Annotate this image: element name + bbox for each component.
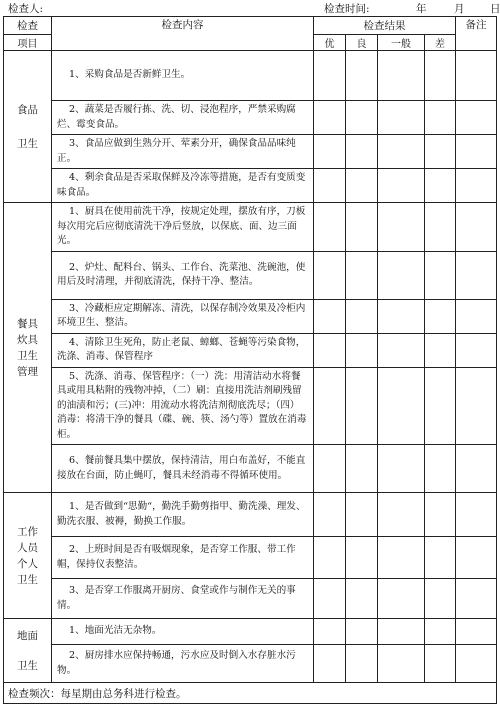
grade-excellent: 优 bbox=[314, 35, 346, 51]
inspection-time-label: 检查时间: bbox=[324, 3, 370, 15]
result-cell[interactable] bbox=[378, 51, 425, 101]
result-cell[interactable] bbox=[425, 299, 456, 333]
result-cell[interactable] bbox=[425, 135, 456, 169]
inspection-table bbox=[3, 16, 497, 704]
result-cell[interactable] bbox=[378, 493, 425, 537]
result-cell[interactable] bbox=[425, 445, 456, 493]
remark-cell[interactable] bbox=[456, 367, 497, 445]
result-cell[interactable] bbox=[378, 333, 425, 367]
result-cell[interactable] bbox=[346, 135, 378, 169]
category-utensil-hygiene: 餐具 炊具 卫生 管理 bbox=[4, 203, 52, 493]
year-label: 年 bbox=[416, 3, 427, 15]
result-cell[interactable] bbox=[425, 203, 456, 252]
result-cell[interactable] bbox=[425, 51, 456, 101]
check-item: 2、上班时间是否有吸烟现象，是否穿工作服、带工作帽，保持仪表整洁。 bbox=[52, 537, 314, 579]
remark-cell[interactable] bbox=[456, 493, 497, 537]
result-cell[interactable] bbox=[425, 645, 456, 683]
table-row bbox=[4, 101, 497, 135]
result-cell[interactable] bbox=[314, 251, 346, 299]
table-row bbox=[4, 251, 497, 299]
result-cell[interactable] bbox=[314, 299, 346, 333]
inspection-frequency-note: 检查频次：每星期由总务科进行检查。 bbox=[4, 683, 497, 704]
result-cell[interactable] bbox=[378, 169, 425, 203]
check-item: 2、厨房排水应保持畅通，污水应及时倒入水存脏水污物。 bbox=[52, 645, 314, 683]
table-row bbox=[4, 645, 497, 683]
table-row bbox=[4, 135, 497, 169]
check-item: 1、地面光洁无杂物。 bbox=[52, 619, 314, 645]
remark-column-header: 备注 bbox=[456, 17, 497, 51]
table-row bbox=[4, 619, 497, 645]
item-column-header-2: 项目 bbox=[4, 35, 52, 51]
remark-cell[interactable] bbox=[456, 135, 497, 169]
result-cell[interactable] bbox=[346, 203, 378, 252]
result-cell[interactable] bbox=[378, 135, 425, 169]
result-cell[interactable] bbox=[346, 333, 378, 367]
result-cell[interactable] bbox=[314, 135, 346, 169]
remark-cell[interactable] bbox=[456, 579, 497, 619]
result-cell[interactable] bbox=[346, 101, 378, 135]
table-row bbox=[4, 493, 497, 537]
grade-good: 良 bbox=[346, 35, 378, 51]
result-cell[interactable] bbox=[425, 537, 456, 579]
form-header-line bbox=[6, 2, 500, 16]
day-label: 日 bbox=[490, 3, 500, 15]
month-label: 月 bbox=[454, 3, 465, 15]
remark-cell[interactable] bbox=[456, 251, 497, 299]
remark-cell[interactable] bbox=[456, 299, 497, 333]
result-cell[interactable] bbox=[378, 645, 425, 683]
result-cell[interactable] bbox=[378, 101, 425, 135]
result-cell[interactable] bbox=[314, 333, 346, 367]
category-staff-hygiene: 工作 人员 个人 卫生 bbox=[4, 493, 52, 619]
result-cell[interactable] bbox=[378, 367, 425, 445]
result-cell[interactable] bbox=[425, 619, 456, 645]
check-item: 3、是否穿工作服离开厨房、食堂或作与制作无关的事情。 bbox=[52, 579, 314, 619]
remark-cell[interactable] bbox=[456, 333, 497, 367]
grade-average: 一般 bbox=[378, 35, 425, 51]
check-item: 4、清除卫生死角，防止老鼠、蟑螂、苍蝇等污染食物，洗涤、消毒、保管程序 bbox=[52, 333, 314, 367]
result-cell[interactable] bbox=[314, 51, 346, 101]
table-row bbox=[4, 169, 497, 203]
result-cell[interactable] bbox=[346, 619, 378, 645]
result-cell[interactable] bbox=[425, 251, 456, 299]
table-row bbox=[4, 537, 497, 579]
check-item: 1、采购食品是否新鲜卫生。 bbox=[52, 51, 314, 101]
table-row bbox=[4, 51, 497, 101]
result-cell[interactable] bbox=[425, 101, 456, 135]
result-cell[interactable] bbox=[425, 493, 456, 537]
result-cell[interactable] bbox=[425, 367, 456, 445]
result-cell[interactable] bbox=[346, 169, 378, 203]
check-item: 6、餐前餐具集中摆放，保持清洁，用白布盖好，不能直接放在台面，防止蝇叮，餐具未经消毒不得循环使用。 bbox=[52, 445, 314, 493]
result-cell[interactable] bbox=[314, 367, 346, 445]
result-cell[interactable] bbox=[378, 299, 425, 333]
result-cell[interactable] bbox=[378, 251, 425, 299]
result-cell[interactable] bbox=[346, 493, 378, 537]
category-floor-hygiene: 地面 卫生 bbox=[4, 619, 52, 683]
check-item: 4、剩余食品是否采取保鲜及冷冻等措施，是否有变质变味食品。 bbox=[52, 169, 314, 203]
result-cell[interactable] bbox=[378, 537, 425, 579]
result-cell[interactable] bbox=[314, 445, 346, 493]
remark-cell[interactable] bbox=[456, 537, 497, 579]
result-cell[interactable] bbox=[346, 51, 378, 101]
result-cell[interactable] bbox=[425, 169, 456, 203]
check-item: 5、洗涤、消毒、保管程序：（一）洗：用清洁动水将餐具或用具粘附的残物冲掉，（二）刷：直接用洗洁剂刷残留的油渍和污；(三)冲：用流动水将洗洁剂彻底洗尽；（四）消毒：将清干净的餐具（碟、碗、筷、汤勺等）置放在消毒柜。 bbox=[52, 367, 314, 445]
table-row bbox=[4, 299, 497, 333]
result-cell[interactable] bbox=[378, 203, 425, 252]
result-cell[interactable] bbox=[314, 169, 346, 203]
result-cell[interactable] bbox=[425, 579, 456, 619]
table-row bbox=[4, 579, 497, 619]
remark-cell[interactable] bbox=[456, 619, 497, 645]
result-cell[interactable] bbox=[378, 619, 425, 645]
result-cell[interactable] bbox=[314, 493, 346, 537]
check-item: 3、食品应做到生熟分开、荤素分开，确保食品品味纯正。 bbox=[52, 135, 314, 169]
remark-cell[interactable] bbox=[456, 645, 497, 683]
check-item: 1、是否做到“思勤“，勤洗手勤剪指甲、勤洗澡、理发、勤洗衣服、被褥，勤换工作服。 bbox=[52, 493, 314, 537]
grade-poor: 差 bbox=[425, 35, 456, 51]
result-cell[interactable] bbox=[314, 203, 346, 252]
remark-cell[interactable] bbox=[456, 445, 497, 493]
result-cell[interactable] bbox=[378, 445, 425, 493]
check-item: 1、厨具在使用前洗干净，按规定处理，摆放有序，刀板每次用完后应彻底清洗干净后竖放，以保底、面、边三面光。 bbox=[52, 203, 314, 252]
table-row bbox=[4, 445, 497, 493]
result-cell[interactable] bbox=[346, 251, 378, 299]
result-cell[interactable] bbox=[378, 579, 425, 619]
result-cell[interactable] bbox=[346, 537, 378, 579]
result-cell[interactable] bbox=[346, 299, 378, 333]
table-row bbox=[4, 333, 497, 367]
result-cell[interactable] bbox=[425, 333, 456, 367]
check-item: 2、炉灶、配料台、锅头、工作台、洗菜池、洗碗池，使用后及时清理，并彻底清洗，保持干净、整洁。 bbox=[52, 251, 314, 299]
check-item: 2、蔬菜是否履行拣、洗、切、浸泡程序，严禁采购腐烂、霉变食品。 bbox=[52, 101, 314, 135]
result-cell[interactable] bbox=[314, 645, 346, 683]
result-cell[interactable] bbox=[314, 537, 346, 579]
category-food-hygiene: 食品 卫生 bbox=[4, 51, 52, 203]
inspector-label: 检查人: bbox=[8, 3, 44, 15]
item-column-header: 检查 bbox=[4, 17, 52, 35]
table-row bbox=[4, 367, 497, 445]
table-row bbox=[4, 203, 497, 252]
remark-cell[interactable] bbox=[456, 203, 497, 252]
result-cell[interactable] bbox=[314, 101, 346, 135]
result-cell[interactable] bbox=[346, 579, 378, 619]
result-cell[interactable] bbox=[346, 645, 378, 683]
result-cell[interactable] bbox=[314, 579, 346, 619]
result-cell[interactable] bbox=[346, 367, 378, 445]
remark-cell[interactable] bbox=[456, 101, 497, 135]
content-column-header: 检查内容 bbox=[52, 17, 314, 51]
check-item: 3、冷藏柜应定期解冻、清洗，以保存制冷效果及冷柜内环境卫生、整洁。 bbox=[52, 299, 314, 333]
remark-cell[interactable] bbox=[456, 51, 497, 101]
result-cell[interactable] bbox=[346, 445, 378, 493]
remark-cell[interactable] bbox=[456, 169, 497, 203]
result-cell[interactable] bbox=[314, 619, 346, 645]
result-column-header: 检查结果 bbox=[314, 17, 456, 35]
